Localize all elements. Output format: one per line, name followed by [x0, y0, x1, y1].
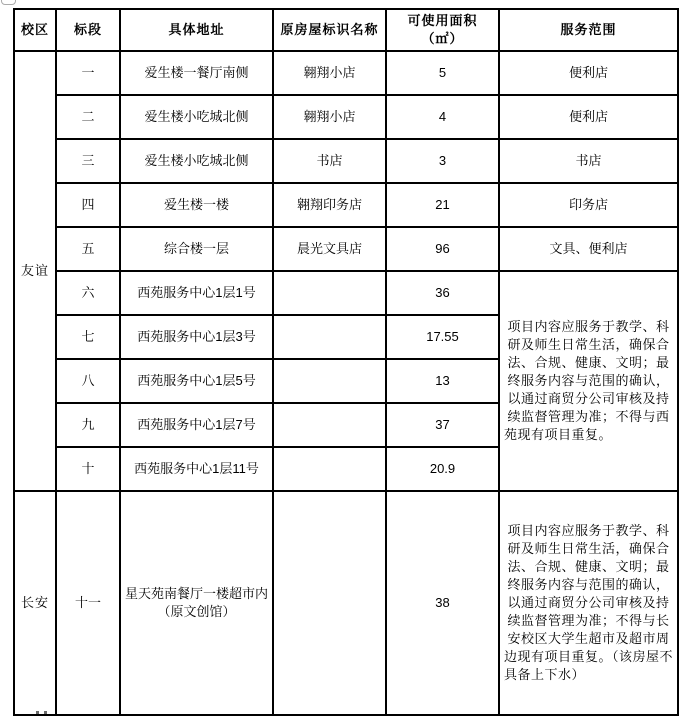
cell-original-name: 翱翔印务店 — [273, 183, 386, 227]
cell-section: 九 — [56, 403, 120, 447]
cell-campus-changan: 长安 — [14, 491, 56, 715]
cell-section: 十一 — [56, 491, 120, 715]
table-row — [14, 51, 678, 95]
cell-address: 爱生楼一餐厅南侧 — [120, 51, 273, 95]
header-section: 标段 — [56, 9, 120, 51]
cell-scope: 印务店 — [499, 183, 678, 227]
cell-scope: 文具、便利店 — [499, 227, 678, 271]
header-row — [14, 9, 678, 51]
cell-scope: 书店 — [499, 139, 678, 183]
cell-area: 4 — [386, 95, 499, 139]
cell-section: 二 — [56, 95, 120, 139]
cropped-corner-artifact — [1, 0, 16, 5]
cell-section: 七 — [56, 315, 120, 359]
cell-original-name — [273, 359, 386, 403]
cell-original-name — [273, 315, 386, 359]
cell-address: 综合楼一层 — [120, 227, 273, 271]
cell-address: 西苑服务中心1层5号 — [120, 359, 273, 403]
cell-address: 爱生楼小吃城北侧 — [120, 95, 273, 139]
cell-section: 六 — [56, 271, 120, 315]
cell-address: 西苑服务中心1层3号 — [120, 315, 273, 359]
cropped-text-dot — [36, 711, 39, 714]
cell-address: 星天苑南餐厅一楼超市内（原文创馆） — [120, 491, 273, 715]
header-original-name: 原房屋标识名称 — [273, 9, 386, 51]
cell-address: 西苑服务中心1层11号 — [120, 447, 273, 491]
cell-scope-changan: 项目内容应服务于教学、科研及师生日常生活，确保合法、合规、健康、文明；最终服务内容与范围的确认，以通过商贸分公司审核及持续监督管理为准；不得与长安校区大学生超市及超市周边现有项目重复。（该房屋不具备上下水） — [499, 491, 678, 715]
header-usable-area: 可使用面积（㎡） — [386, 9, 499, 51]
table-row — [14, 183, 678, 227]
cell-original-name — [273, 447, 386, 491]
cell-original-name: 翱翔小店 — [273, 95, 386, 139]
cell-scope: 便利店 — [499, 51, 678, 95]
header-campus: 校区 — [14, 9, 56, 51]
cell-original-name: 翱翔小店 — [273, 51, 386, 95]
cell-original-name — [273, 271, 386, 315]
cell-scope: 便利店 — [499, 95, 678, 139]
cell-area: 36 — [386, 271, 499, 315]
cell-area: 21 — [386, 183, 499, 227]
cell-section: 八 — [56, 359, 120, 403]
cell-address: 爱生楼一楼 — [120, 183, 273, 227]
header-address: 具体地址 — [120, 9, 273, 51]
table-row — [14, 139, 678, 183]
cell-section: 一 — [56, 51, 120, 95]
header-service-scope: 服务范围 — [499, 9, 678, 51]
table-row — [14, 95, 678, 139]
cell-area: 13 — [386, 359, 499, 403]
cell-section: 五 — [56, 227, 120, 271]
cell-campus-youyi: 友谊 — [14, 51, 56, 491]
table-row — [14, 491, 678, 715]
cell-area: 17.55 — [386, 315, 499, 359]
cropped-text-dot — [44, 711, 47, 714]
cell-address: 西苑服务中心1层1号 — [120, 271, 273, 315]
cell-original-name — [273, 403, 386, 447]
table-row — [14, 271, 678, 315]
table-row — [14, 227, 678, 271]
cell-area: 5 — [386, 51, 499, 95]
cell-area: 38 — [386, 491, 499, 715]
cell-section: 十 — [56, 447, 120, 491]
cell-area: 3 — [386, 139, 499, 183]
campus-shop-lease-table — [13, 8, 679, 716]
cell-original-name: 书店 — [273, 139, 386, 183]
cell-address: 西苑服务中心1层7号 — [120, 403, 273, 447]
cell-area: 37 — [386, 403, 499, 447]
cell-section: 三 — [56, 139, 120, 183]
cell-address: 爱生楼小吃城北侧 — [120, 139, 273, 183]
cell-section: 四 — [56, 183, 120, 227]
cell-original-name — [273, 491, 386, 715]
cell-area: 20.9 — [386, 447, 499, 491]
cell-original-name: 晨光文具店 — [273, 227, 386, 271]
cell-area: 96 — [386, 227, 499, 271]
cell-merged-scope-youyi: 项目内容应服务于教学、科研及师生日常生活，确保合法、合规、健康、文明；最终服务内容与范围的确认，以通过商贸分公司审核及持续监督管理为准；不得与西苑现有项目重复。 — [499, 271, 678, 491]
